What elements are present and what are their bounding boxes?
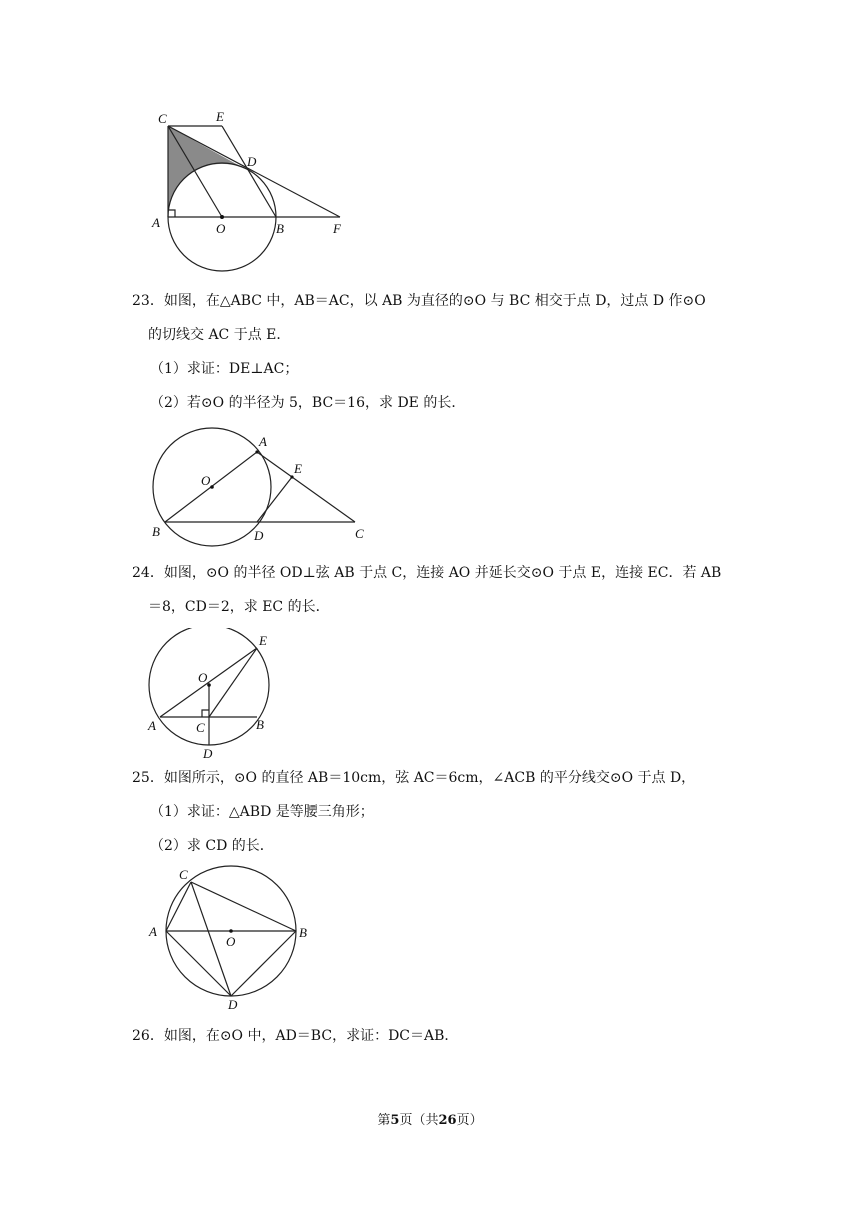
label-o: O <box>201 473 211 488</box>
label-f: F <box>333 221 341 236</box>
label-c: C <box>179 867 188 882</box>
figure-q23 <box>145 425 380 550</box>
q25-part1: （1）求证：△ABD 是等腰三角形； <box>150 804 374 820</box>
shaded-region <box>168 126 247 217</box>
label-b: B <box>152 524 160 539</box>
label-a: A <box>152 215 160 230</box>
label-o: O <box>226 934 236 949</box>
figure-q24 <box>145 628 280 763</box>
footer-total-pages: 26 <box>438 1113 457 1128</box>
footer-prefix: 第 <box>377 1113 391 1128</box>
label-b: B <box>276 221 284 236</box>
label-e: E <box>294 461 302 476</box>
q25-text-line1: 25．如图所示，⊙O 的直径 AB＝10cm，弦 AC＝6cm，∠ACB 的平分线交⊙O 于点 D， <box>132 770 696 786</box>
label-c: C <box>158 111 167 126</box>
label-d: D <box>254 528 264 543</box>
q23-text-line2: 的切线交 AC 于点 E． <box>148 327 291 343</box>
q23-text-line1: 23．如图，在△ABC 中，AB＝AC，以 AB 为直径的⊙O 与 BC 相交于点 D，过点 D 作⊙O <box>132 293 706 309</box>
q24-text-line2: ＝8，CD＝2，求 EC 的长． <box>148 599 330 615</box>
label-d: D <box>247 154 257 169</box>
label-a: A <box>149 924 157 939</box>
page-footer <box>0 1112 860 1130</box>
label-b: B <box>299 925 307 940</box>
figure-q22 <box>145 105 365 280</box>
label-o: O <box>216 221 226 236</box>
figure-q25 <box>145 862 315 1012</box>
label-a: A <box>148 718 156 733</box>
footer-suffix: 页） <box>456 1113 483 1128</box>
q25-part2: （2）求 CD 的长． <box>150 838 274 854</box>
label-e: E <box>216 109 224 124</box>
label-b: B <box>256 717 264 732</box>
footer-page-number: 5 <box>390 1113 400 1128</box>
label-c: C <box>196 720 205 735</box>
label-d: D <box>228 997 238 1012</box>
label-c: C <box>355 526 364 541</box>
q23-part1: （1）求证：DE⊥AC； <box>150 361 299 377</box>
label-d: D <box>203 746 213 761</box>
label-e: E <box>259 633 267 648</box>
q24-text-line1: 24．如图，⊙O 的半径 OD⊥弦 AB 于点 C，连接 AO 并延长交⊙O 于点 E，连接 EC．若 AB <box>132 565 722 581</box>
label-a: A <box>259 434 267 449</box>
label-o: O <box>198 670 208 685</box>
q26-text-line1: 26．如图，在⊙O 中，AD＝BC，求证：DC＝AB． <box>132 1028 459 1044</box>
q23-part2: （2）若⊙O 的半径为 5，BC＝16，求 DE 的长． <box>150 395 466 411</box>
footer-mid: 页（共 <box>399 1113 439 1128</box>
